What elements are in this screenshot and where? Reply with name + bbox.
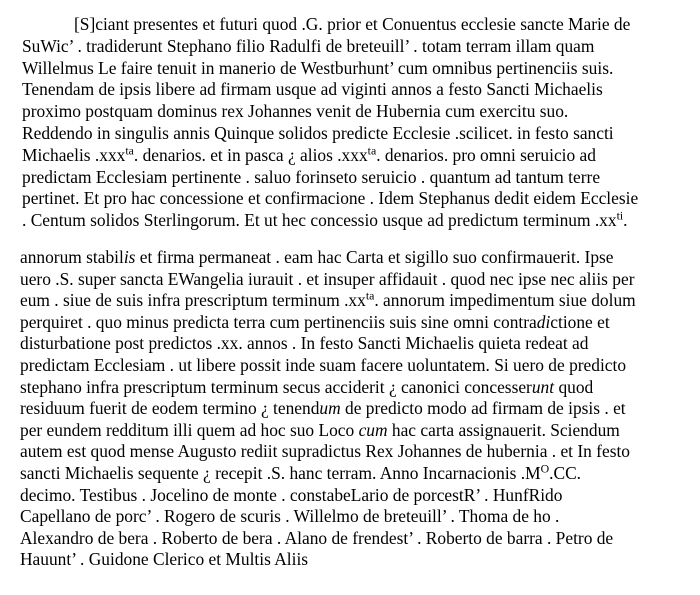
p2-line: sancti Michaelis sequente ¿ recepit .S. hanc terram. Anno Incarnacionis $.M^O.CC$. bbox=[20, 461, 582, 483]
p1-line: Willelmus Le faire tenuit in manerio de Westburhunt’ cum omnibus pertinenciis suis. bbox=[22, 57, 614, 78]
p2-line: decimo. Testibus . Jocelino de monte . constabeLario de porcestR’ . HunfRido bbox=[20, 484, 563, 505]
p1-line: Michaelis .xxx$^{ta}$. denarios. et in pasca ¿ alios .xxx$^{ta}$. denarios. pro omni seruicio ad bbox=[22, 143, 596, 165]
p2-line: predictam Ecclesiam . ut libere possit inde suam facere uoluntatem. Si uero de predicto bbox=[20, 355, 627, 375]
p2-line: autem est quod mense Augusto rediit supradictus Rex Johannes de hubernia . et In festo bbox=[20, 441, 630, 462]
p1-line: proximo postquam dominus rex Johannes venit de Hubernia cum exercitu suo. bbox=[22, 101, 569, 122]
p1-line: . Centum solidos Sterlingorum. Et ut hec concessio usque ad predictum terminum $.xx^{ti}$. bbox=[22, 208, 628, 231]
p2-line: Capellano de porc’ . Rogero de scuris . Willelmo de breteuill’ . Thoma de ho . bbox=[20, 506, 560, 527]
p1-line: predictam Ecclesiam pertinente . saluo forinseto seruicio . quantum ad tantum terre bbox=[22, 166, 601, 187]
p2-line: Hauunt’ . Guidone Clerico et Multis Aliis bbox=[20, 549, 309, 570]
p1-line: Reddendo in singulis annis Quinque solidos predicte Ecclesie .scilicet. in festo sancti bbox=[22, 123, 614, 143]
p1-line: SuWic’ . tradiderunt Stephano filio Radulfi de breteuill’ . totam terram illam quam bbox=[22, 35, 595, 56]
p2-line: uero .S. super sancta EWangelia iurauit . et insuper affidauit . quod nec ipse nec aliis per bbox=[20, 268, 635, 289]
p2-line: annorum stabilis et firma permaneat . eam hac Carta et sigillo suo confirmauerit. Ipse bbox=[20, 247, 614, 267]
p2-line: per eundem redditum illi quem ad hoc suo Loco cum hac carta assignauerit. Sciendum bbox=[20, 419, 620, 440]
p1-line: [S]ciant presentes et futuri quod .G. prior et Conuentus ecclesie sancte Marie de bbox=[74, 14, 631, 34]
p2-line: eum . siue de suis infra prescriptum terminum $.xx^{ta}$. annorum impedimentum siue dolum bbox=[20, 288, 636, 311]
p1-line: Tenendam de ipsis libere ad firmam usque ad viginti annos a festo Sancti Michaelis bbox=[22, 79, 603, 100]
p2-line: residuum fuerit de eodem termino ¿ tenendum de predicto modo ad firmam de ipsis . et bbox=[20, 398, 626, 419]
p2-line: disturbatione post predictos .xx. annos . In festo Sancti Michaelis quieta redeat ad bbox=[20, 333, 589, 354]
p2-line: Alexandro de bera . Roberto de bera . Alano de frendest’ . Roberto de barra . Petro de bbox=[20, 527, 614, 548]
p2-line: perquiret . quo minus predicta terra cum pertinenciis suis sine omni contradictione et bbox=[20, 311, 610, 332]
p2-line: stephano infra prescriptum terminum secus acciderit ¿ canonici concesserunt quod bbox=[20, 376, 594, 397]
p1-line: pertinet. Et pro hac concessione et confirmacione . Idem Stephanus dedit eidem Ecclesie bbox=[22, 188, 639, 209]
